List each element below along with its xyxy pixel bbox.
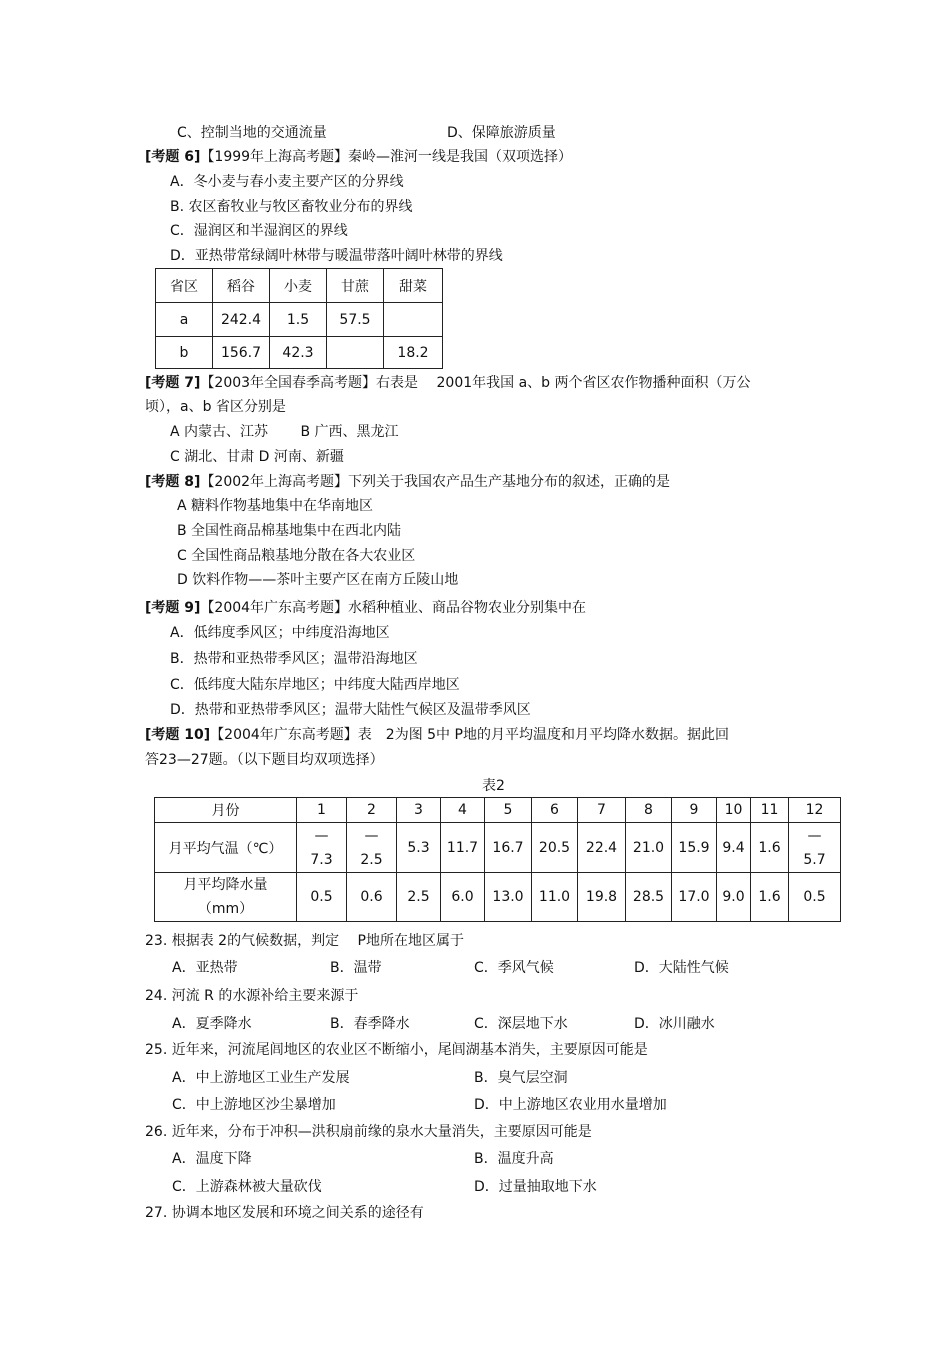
table-row [155, 798, 841, 823]
q24-option-c: C．深层地下水 [474, 1016, 568, 1032]
q24-option-a: A．夏季降水 [172, 1016, 252, 1032]
q9-option-c: C．低纬度大陆东岸地区；中纬度大陆西岸地区 [170, 677, 460, 693]
precip-label [155, 873, 297, 922]
q8-option-a: A 糖料作物基地集中在华南地区 [177, 498, 374, 514]
crop-area-table [155, 268, 443, 369]
month-cell: 3 [397, 798, 441, 823]
month-cell: 7 [578, 798, 626, 823]
precip-cell: 28.5 [626, 873, 672, 922]
table-cell: b [156, 337, 213, 369]
q8-option-d: D 饮料作物——茶叶主要产区在南方丘陵山地 [177, 572, 459, 588]
month-cell: 1 [297, 798, 347, 823]
precip-cell: 2.5 [397, 873, 441, 922]
q9-tag: [考题 9] [145, 600, 201, 616]
q7-tag: [考题 7] [145, 375, 201, 391]
q9-option-b: B．热带和亚热带季风区；温带沿海地区 [170, 651, 418, 667]
q9-option-a: A．低纬度季风区；中纬度沿海地区 [170, 625, 390, 641]
temp-cell: 11.7 [441, 823, 485, 873]
q6-tag: [考题 6] [145, 149, 201, 165]
month-cell: 6 [532, 798, 578, 823]
precip-cell: 6.0 [441, 873, 485, 922]
precip-cell: 1.6 [751, 873, 789, 922]
q26-stem: 26. 近年来，分布于冲积—洪积扇前缘的泉水大量消失，主要原因可能是 [145, 1124, 592, 1140]
table-cell [327, 337, 384, 369]
q8-option-b: B 全国性商品棉基地集中在西北内陆 [177, 523, 402, 539]
q8-stem [145, 473, 670, 491]
crop-header-sugarcane: 甘蔗 [327, 269, 384, 303]
crop-header-rice: 稻谷 [213, 269, 270, 303]
q8-stem-text: 【2002年上海高考题】下列关于我国农产品生产基地分布的叙述，正确的是 [200, 474, 671, 490]
q24-option-b: B．春季降水 [330, 1016, 410, 1032]
precip-cell: 0.6 [347, 873, 397, 922]
q7-stem [145, 374, 751, 392]
month-cell: 9 [672, 798, 717, 823]
precip-cell: 17.0 [672, 873, 717, 922]
q8-tag: [考题 8] [145, 474, 201, 490]
q9-option-d: D．热带和亚热带季风区；温带大陆性气候区及温带季风区 [170, 702, 531, 718]
q8-option-c: C 全国性商品粮基地分散在各大农业区 [177, 548, 416, 564]
temp-cell: 21.0 [626, 823, 672, 873]
table-cell: 18.2 [384, 337, 443, 369]
q7-options-cd: C 湖北、甘肃 D 河南、新疆 [170, 449, 344, 465]
q23-option-b: B．温带 [330, 960, 382, 976]
crop-header-sugarbeet: 甜菜 [384, 269, 443, 303]
temp-cell: 22.4 [578, 823, 626, 873]
table-row [155, 873, 841, 922]
month-cell: 2 [347, 798, 397, 823]
q7-stem-text: 【2003年全国春季高考题】右表是 2001年我国 a、b 两个省区农作物播种面积（万公 [200, 375, 751, 391]
q6-stem-text: 【1999年上海高考题】秦岭—淮河一线是我国（双项选择） [200, 149, 573, 165]
temp-cell: 5.3 [397, 823, 441, 873]
q23-option-c: C．季风气候 [474, 960, 554, 976]
q27-stem: 27. 协调本地区发展和环境之间关系的途径有 [145, 1205, 424, 1221]
table-cell: 42.3 [270, 337, 327, 369]
precip-cell: 11.0 [532, 873, 578, 922]
table-row [156, 303, 443, 337]
month-cell: 5 [485, 798, 532, 823]
month-label: 月份 [155, 798, 297, 823]
temp-cell: 16.7 [485, 823, 532, 873]
q25-option-a: A．中上游地区工业生产发展 [172, 1070, 350, 1086]
q6-option-d: D．亚热带常绿阔叶林带与暖温带落叶阔叶林带的界线 [170, 248, 503, 264]
q5-option-c: C、控制当地的交通流量 [177, 125, 327, 141]
crop-header-province: 省区 [156, 269, 213, 303]
q23-option-a: A．亚热带 [172, 960, 238, 976]
q24-stem: 24. 河流 R 的水源补给主要来源于 [145, 988, 359, 1004]
table-cell: 242.4 [213, 303, 270, 337]
crop-header-wheat: 小麦 [270, 269, 327, 303]
temp-cell: 20.5 [532, 823, 578, 873]
q10-stem-line2: 答23—27题。（以下题目均双项选择） [145, 752, 384, 768]
table-caption: 表2 [482, 778, 505, 794]
q9-stem-text: 【2004年广东高考题】水稻种植业、商品谷物农业分别集中在 [200, 600, 587, 616]
q7-stem-line2: 顷），a、b 省区分别是 [145, 399, 286, 415]
precip-cell: 13.0 [485, 873, 532, 922]
table-cell: a [156, 303, 213, 337]
q23-option-d: D．大陆性气候 [634, 960, 729, 976]
table-row [155, 823, 841, 873]
precip-label-line2: （mm） [197, 901, 254, 917]
temp-cell: 15.9 [672, 823, 717, 873]
q24-option-d: D．冰川融水 [634, 1016, 715, 1032]
table-cell: 1.5 [270, 303, 327, 337]
table-row [156, 337, 443, 369]
month-cell: 8 [626, 798, 672, 823]
temp-cell: — 2.5 [347, 823, 397, 873]
month-cell: 4 [441, 798, 485, 823]
precip-cell: 0.5 [789, 873, 841, 922]
temp-label: 月平均气温（℃） [155, 823, 297, 873]
q7-options-ab: A 内蒙古、江苏 B 广西、黑龙江 [170, 424, 399, 440]
temp-cell: — 7.3 [297, 823, 347, 873]
q25-stem: 25. 近年来，河流尾闾地区的农业区不断缩小，尾闾湖基本消失，主要原因可能是 [145, 1042, 648, 1058]
precip-label-line1: 月平均降水量 [183, 877, 268, 893]
q6-option-c: C．湿润区和半湿润区的界线 [170, 223, 348, 239]
precip-cell: 19.8 [578, 873, 626, 922]
q10-tag: [考题 10] [145, 727, 211, 743]
temp-cell: 9.4 [717, 823, 751, 873]
month-cell: 12 [789, 798, 841, 823]
q23-stem: 23. 根据表 2的气候数据，判定 P地所在地区属于 [145, 933, 464, 949]
table-cell: 57.5 [327, 303, 384, 337]
month-cell: 11 [751, 798, 789, 823]
month-cell: 10 [717, 798, 751, 823]
q9-stem [145, 599, 586, 617]
q10-stem-text: 【2004年广东高考题】表 2为图 5中 P地的月平均温度和月平均降水数据。据此回 [210, 727, 729, 743]
q25-option-c: C．中上游地区沙尘暴增加 [172, 1097, 336, 1113]
temp-cell: — 5.7 [789, 823, 841, 873]
q26-option-c: C．上游森林被大量砍伐 [172, 1179, 322, 1195]
precip-cell: 0.5 [297, 873, 347, 922]
table-cell [384, 303, 443, 337]
q26-option-b: B．温度升高 [474, 1151, 554, 1167]
q6-option-a: A．冬小麦与春小麦主要产区的分界线 [170, 174, 404, 190]
precip-cell: 9.0 [717, 873, 751, 922]
q25-option-d: D．中上游地区农业用水量增加 [474, 1097, 667, 1113]
q26-option-a: A．温度下降 [172, 1151, 252, 1167]
q6-stem [145, 148, 572, 166]
climate-table [154, 797, 841, 922]
q5-option-d: D、保障旅游质量 [447, 125, 556, 141]
q6-option-b: B. 农区畜牧业与牧区畜牧业分布的界线 [170, 199, 413, 215]
q25-option-b: B．臭气层空洞 [474, 1070, 568, 1086]
q10-stem [145, 726, 729, 744]
table-cell: 156.7 [213, 337, 270, 369]
temp-cell: 1.6 [751, 823, 789, 873]
q26-option-d: D．过量抽取地下水 [474, 1179, 597, 1195]
